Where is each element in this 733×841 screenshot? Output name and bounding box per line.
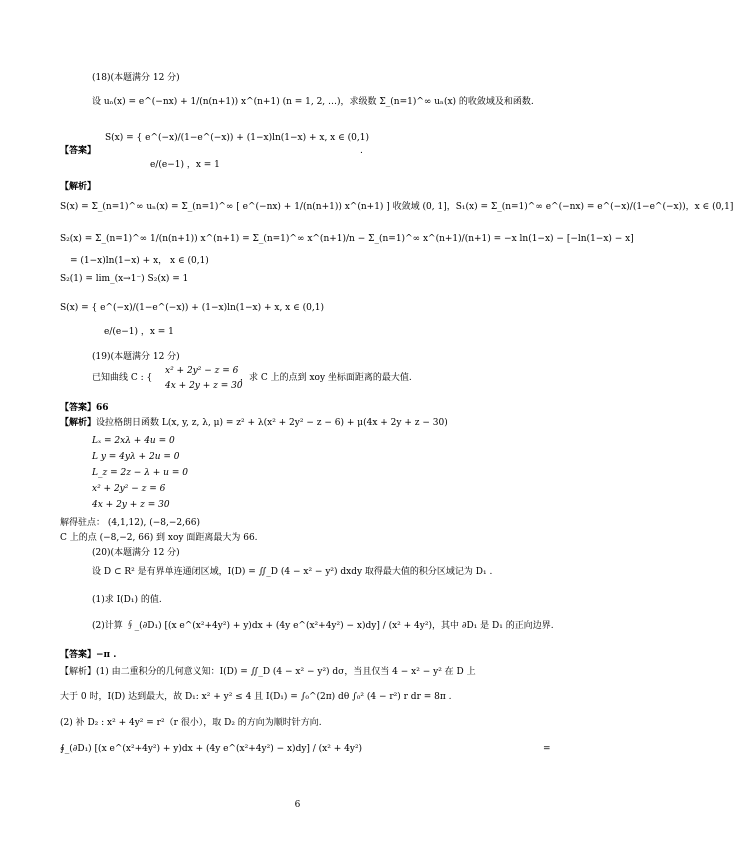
q18-analysis-5-case2: e/(e−1) ，x = 1 [104, 327, 174, 337]
q18-analysis-4: S₂(1) = lim_(x→1⁻) S₂(x) = 1 [60, 274, 189, 284]
q18-analysis-2: S₂(x) = Σ_(n=1)^∞ 1/(n(n+1)) x^(n+1) = Σ_(n=1)^∞ x^(n+1)/n − Σ_(n=1)^∞ x^(n+1)/(n+1) = −x ln(1−x) − [−ln(1−x) − x] [60, 234, 634, 244]
q19-conclusion: C 上的点 (−8,−2, 66) 到 xoy 面距离最大为 66. [60, 533, 258, 543]
q19-answer: 【答案】66 [60, 403, 109, 413]
q20-part-1: (1)求 I(D₁) 的值. [92, 595, 162, 605]
q18-answer-end: . [360, 146, 363, 156]
q18-analysis-5-case1: S(x) = { e^(−x)/(1−e^(−x)) + (1−x)ln(1−x) + x, x ∈ (0,1) [60, 303, 324, 313]
q20-header: (20)(本题满分 12 分) [92, 548, 180, 558]
q19-analysis [60, 418, 448, 428]
q20-analysis-d: ∮_(∂D₁) [(x e^(x²+4y²) + y)dx + (4y e^(x²+4y²) − x)dy] / (x² + 4y²) [60, 744, 363, 754]
q18-analysis-1: S(x) = Σ_(n=1)^∞ uₙ(x) = Σ_(n=1)^∞ [ e^(−nx) + 1/(n(n+1)) x^(n+1) ] 收敛域 (0, 1]，S₁(x) = Σ_(n=1)^∞ e^(−nx) = e^(−x)/(1−e^(−x))，x ∈ (0,1] [60, 202, 733, 212]
q19-system-eq-3: L_z = 2z − λ + u = 0 [92, 468, 188, 478]
q19-system-eq-1: Lₓ = 2xλ + 4u = 0 [92, 436, 175, 446]
q20-analysis-c: (2) 补 D₂ : x² + 4y² = r²（r 很小），取 D₂ 的方向为顺时针方向. [60, 718, 322, 728]
q20-analysis-d-end: = [543, 744, 551, 754]
q19-eq-1: x² + 2y² − z = 6 [165, 366, 239, 376]
q18-answer-label: 【答案】 [60, 146, 97, 156]
q20-analysis-a: 【解析】(1) 由二重积分的几何意义知：I(D) = ∬_D (4 − x² − y²) dσ，当且仅当 4 − x² − y² 在 D 上 [60, 667, 476, 677]
q20-answer: 【答案】−π . [60, 650, 117, 660]
q19-system-eq-4: x² + 2y² − z = 6 [92, 484, 166, 494]
q19-eq-2: 4x + 2y + z = 30 [165, 381, 243, 391]
q20-part-2: (2)计算 ∮_(∂D₁) [(x e^(x²+4y²) + y)dx + (4y e^(x²+4y²) − x)dy] / (x² + 4y²)，其中 ∂D₁ 是 D₁ 的正向边界. [92, 621, 554, 631]
q19-statement-pre: 已知曲线 C : { [92, 373, 153, 383]
q19-system-eq-2: L y = 4yλ + 2u = 0 [92, 452, 180, 462]
q18-analysis-3: = (1−x)ln(1−x) + x， x ∈ (0,1) [70, 256, 209, 266]
q18-header: (18)(本题满分 12 分) [92, 73, 180, 83]
q18-answer-case1: S(x) = { e^(−x)/(1−e^(−x)) + (1−x)ln(1−x) + x, x ∈ (0,1) [105, 133, 369, 143]
q19-analysis-intro: 设拉格朗日函数 L(x, y, z, λ, μ) = z² + λ(x² + 2y² − z − 6) + μ(4x + 2y + z − 30) [96, 418, 448, 428]
q20-analysis-b: 大于 0 时，I(D) 达到最大，故 D₁: x² + y² ≤ 4 且 I(D₁) = ∫₀^(2π) dθ ∫₀² (4 − r²) r dr = 8π . [60, 692, 452, 702]
q18-statement: 设 uₙ(x) = e^(−nx) + 1/(n(n+1)) x^(n+1) (n = 1, 2, …)，求级数 Σ_(n=1)^∞ uₙ(x) 的收敛域及和函数. [92, 97, 534, 107]
q19-solution: 解得驻点： (4,1,12), (−8,−2,66) [60, 518, 200, 528]
q19-analysis-label: 【解析】 [60, 418, 97, 428]
q18-answer-case2: e/(e−1) ，x = 1 [150, 160, 220, 170]
page-number: 6 [294, 800, 301, 810]
q19-system-eq-5: 4x + 2y + z = 30 [92, 500, 170, 510]
q20-statement: 设 D ⊂ R² 是有界单连通闭区域，I(D) = ∬_D (4 − x² − y²) dxdy 取得最大值的积分区域记为 D₁ . [92, 567, 493, 577]
q19-statement-post: ，求 C 上的点到 xoy 坐标面距离的最大值. [240, 373, 412, 383]
q18-analysis-label: 【解析】 [60, 182, 97, 192]
q19-header: (19)(本题满分 12 分) [92, 352, 180, 362]
